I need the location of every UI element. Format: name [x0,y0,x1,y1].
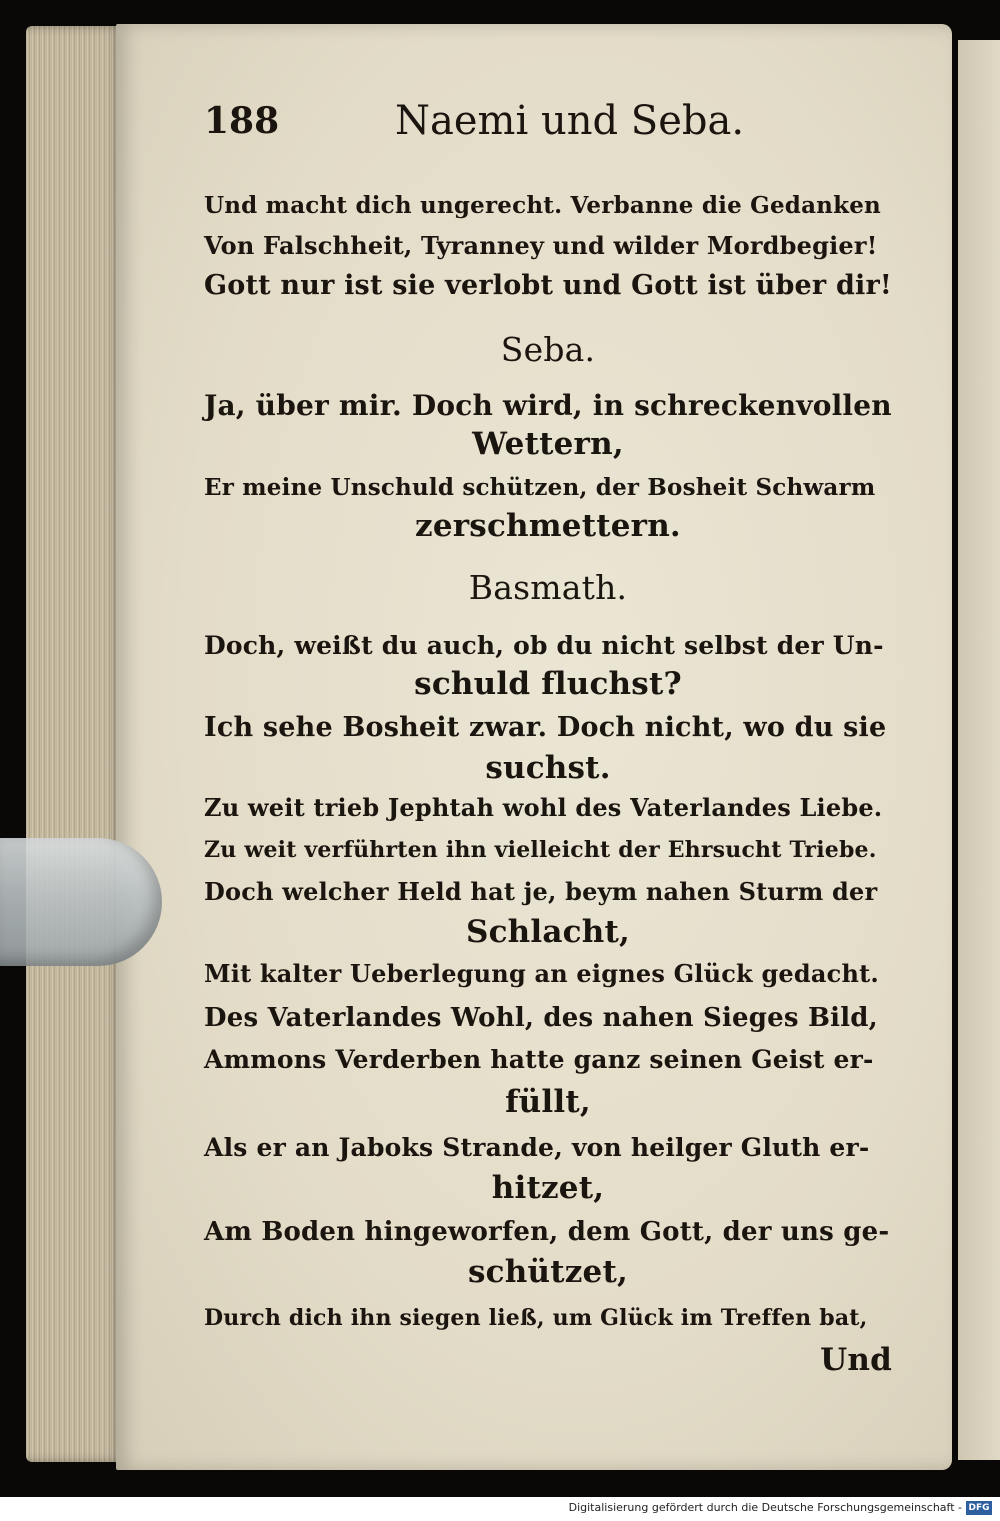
speaker-name: Seba. [500,330,596,369]
verse-line: Er meine Unschuld schützen, der Bosheit Schwarm [204,474,876,501]
verse-line: Ich sehe Bosheit zwar. Doch nicht, wo du sie [204,712,887,743]
verse-line: Gott nur ist sie verlobt und Gott ist über dir! [204,270,892,301]
verse-line: Schlacht, [466,914,630,950]
running-head: Naemi und Seba. [395,98,745,144]
verse-line: Zu weit trieb Jephtah wohl des Vaterlandes Liebe. [204,793,883,822]
verse-line: Doch, weißt du auch, ob du nicht selbst der Un- [204,631,884,660]
verse-line: Als er an Jaboks Strande, von heilger Gluth er- [204,1133,870,1162]
verse-line: Wettern, [472,426,624,462]
speaker-name: Basmath. [468,568,628,607]
verse-line: suchst. [485,750,611,786]
verse-line: Doch welcher Held hat je, beym nahen Sturm der [204,877,878,906]
verse-line: schützet, [468,1254,628,1290]
digitization-footer [0,1497,1000,1521]
verse-line: Von Falschheit, Tyranney und wilder Mordbegier! [204,231,878,260]
verse-line: Durch dich ihn siegen ließ, um Glück im Treffen bat, [204,1305,868,1331]
verse-line: schuld fluchst? [414,666,682,702]
verse-line: Des Vaterlandes Wohl, des nahen Sieges Bild, [204,1003,878,1033]
verse-line: Zu weit verführten ihn vielleicht der Ehrsucht Triebe. [204,837,877,863]
verse-line: Und macht dich ungerecht. Verbanne die Gedanken [204,192,881,219]
footer-credit: Digitalisierung gefördert durch die Deutsche Forschungsgemeinschaft - [568,1501,962,1514]
catchword: Und [820,1342,892,1378]
page-number: 188 [204,100,280,142]
verse-line: Ammons Verderben hatte ganz seinen Geist er- [204,1045,874,1074]
verse-line: Am Boden hingeworfen, dem Gott, der uns ge- [204,1217,890,1247]
verse-line: zerschmettern. [415,508,681,544]
verse-line: Mit kalter Ueberlegung an eignes Glück gedacht. [204,959,879,988]
verse-line: hitzet, [491,1170,605,1206]
verse-line: füllt, [505,1084,591,1120]
verse-line: Ja, über mir. Doch wird, in schreckenvollen [204,389,892,422]
dfg-logo-icon: DFG [966,1501,992,1515]
